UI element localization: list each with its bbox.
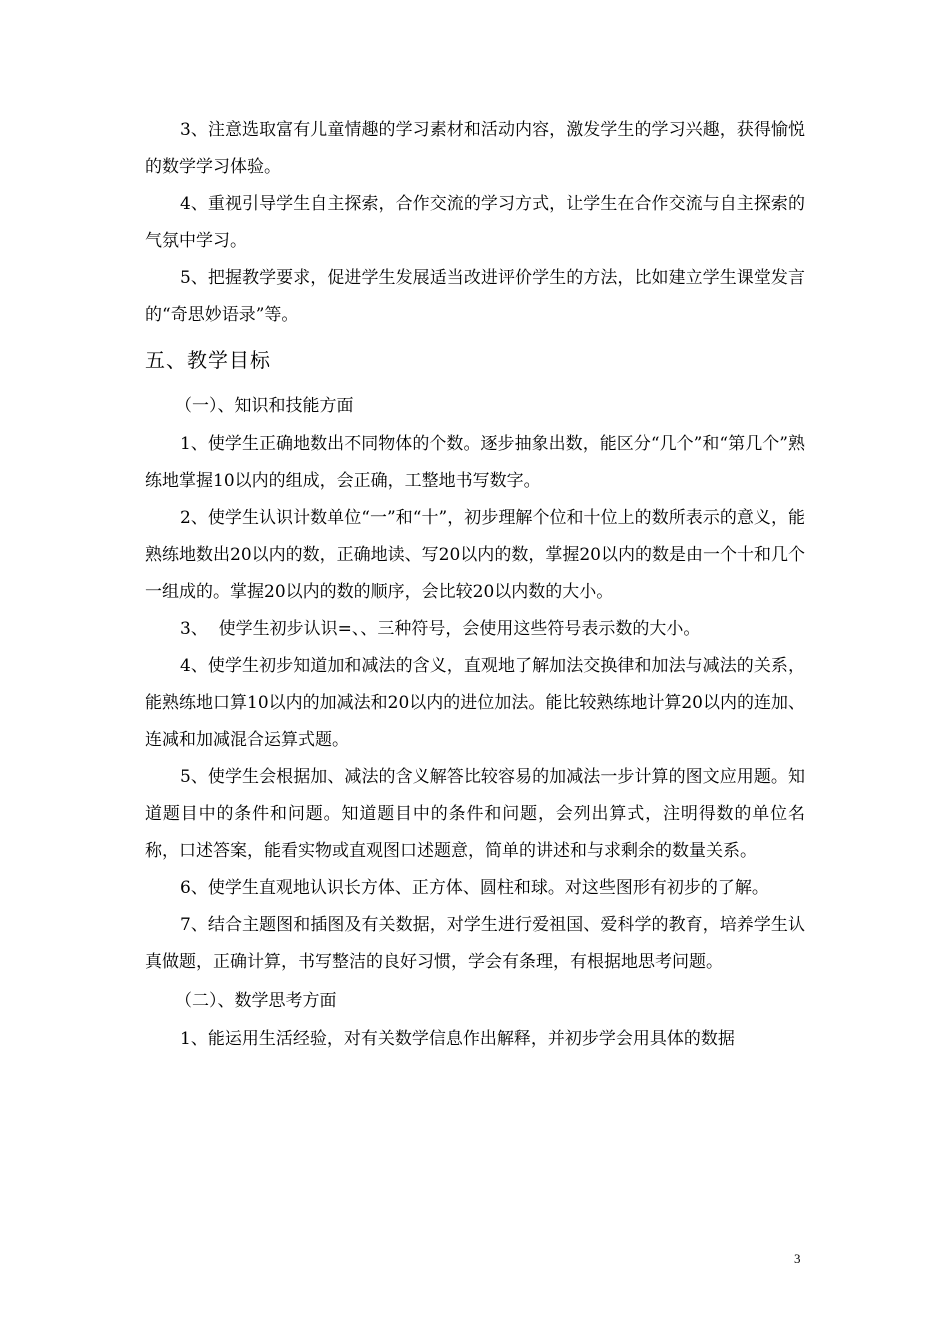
page-number: 3 [794, 1251, 801, 1266]
thinking-goal-1: 1、能运用生活经验，对有关数学信息作出解释，并初步学会用具体的数据 [180, 1029, 735, 1049]
goal-6: 6、使学生直观地认识长方体、正方体、圆柱和球。对这些图形有初步的了解。 [180, 878, 769, 898]
page-content [145, 112, 805, 1058]
goal-2: 2、使学生认识计数单位“一”和“十”，初步理解个位和十位上的数所表示的意义，能熟练地数出20以内的数，正确地读、写20以内的数，掌握20以内的数是由一个十和几个一组成的。掌握20以内的数的顺序，会比较20以内数的大小。 [145, 508, 805, 602]
subheading-math-thinking: （二）、数学思考方面 [175, 991, 337, 1011]
goal-5: 5、使学生会根据加、减法的含义解答比较容易的加减法一步计算的图文应用题。知道题目中的条件和问题。知道题目中的条件和问题，会列出算式，注明得数的单位名称，口述答案，能看实物或直观图口述题意，简单的讲述和与求剩余的数量关系。 [145, 767, 805, 861]
goal-1: 1、使学生正确地数出不同物体的个数。逐步抽象出数，能区分“几个”和“第几个”熟练地掌握10以内的组成，会正确，工整地书写数字。 [145, 434, 805, 491]
goal-4: 4、使学生初步知道加和减法的含义，直观地了解加法交换律和加法与减法的关系，能熟练地口算10以内的加减法和20以内的进位加法。能比较熟练地计算20以内的连加、连减和加减混合运算式题。 [145, 656, 805, 750]
paragraph-5: 5、把握教学要求，促进学生发展适当改进评价学生的方法，比如建立学生课堂发言的“奇思妙语录”等。 [145, 268, 805, 325]
paragraph-4: 4、重视引导学生自主探索，合作交流的学习方式，让学生在合作交流与自主探索的气氛中学习。 [145, 194, 805, 251]
paragraph-3: 3、注意选取富有儿童情趣的学习素材和活动内容，激发学生的学习兴趣，获得愉悦的数学学习体验。 [145, 120, 805, 177]
goal-7: 7、结合主题图和插图及有关数据，对学生进行爱祖国、爱科学的教育，培养学生认真做题，正确计算，书写整洁的良好习惯，学会有条理，有根据地思考问题。 [145, 915, 805, 972]
section-heading: 五、教学目标 [145, 348, 271, 372]
subheading-knowledge-skills: （一）、知识和技能方面 [175, 396, 354, 416]
goal-3: 3、 使学生初步认识=、、三种符号，会使用这些符号表示数的大小。 [180, 619, 701, 639]
